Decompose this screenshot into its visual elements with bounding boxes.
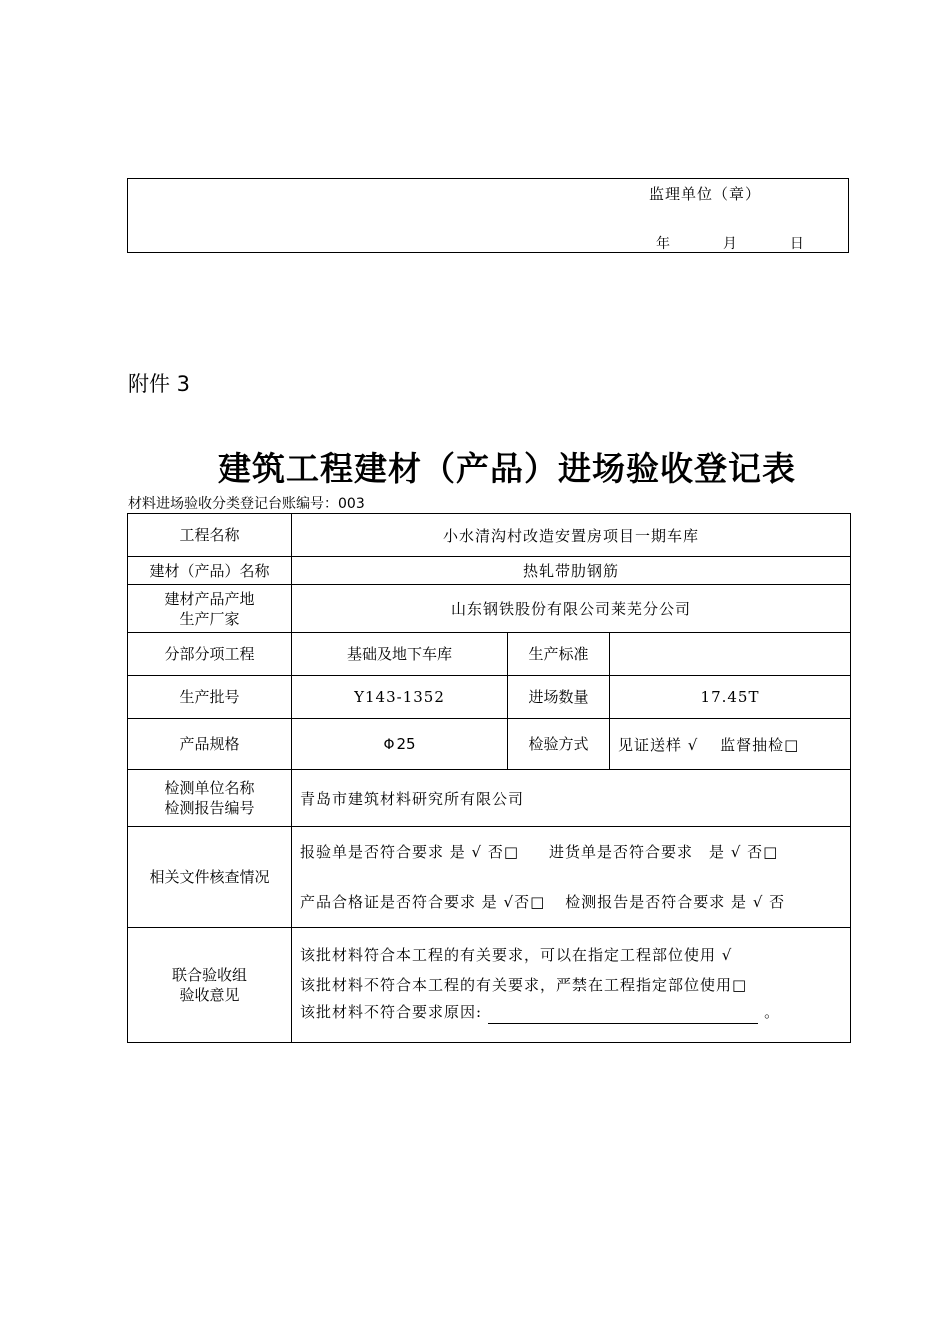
document-title: 建筑工程建材（产品）进场验收登记表 xyxy=(218,449,796,488)
docs-value xyxy=(292,827,851,928)
material-name-value: 热轧带肋钢筋 xyxy=(292,557,851,585)
subproject-label: 分部分项工程 xyxy=(128,633,292,676)
row-material-name xyxy=(128,557,851,585)
day-label: 日 xyxy=(789,236,804,252)
manufacturer-value: 山东钢铁股份有限公司莱芜分公司 xyxy=(292,585,851,633)
opinion-reason-suffix: 。 xyxy=(764,1003,781,1021)
lab-label-line1: 检测单位名称 xyxy=(164,779,255,797)
docs-label: 相关文件核查情况 xyxy=(128,827,292,928)
inspection-label: 检验方式 xyxy=(508,719,610,770)
row-manufacturer xyxy=(128,585,851,633)
opinion-line-2: 该批材料不符合本工程的有关要求，严禁在工程指定部位使用□ xyxy=(300,976,748,994)
opinion-line-3 xyxy=(300,1000,842,1024)
spec-label: 产品规格 xyxy=(128,719,292,770)
spec-value-cell xyxy=(292,719,508,770)
opinion-label xyxy=(128,928,292,1043)
supervision-signature-box xyxy=(127,178,849,253)
row-project-name xyxy=(128,514,851,557)
row-subproject xyxy=(128,633,851,676)
subproject-value: 基础及地下车库 xyxy=(292,633,508,676)
docs-delivery-note: 进货单是否符合要求 是 √ 否□ xyxy=(549,843,779,861)
opinion-label-line1: 联合验收组 xyxy=(171,966,247,984)
origin-label-line2: 生产厂家 xyxy=(179,609,240,628)
docs-test-report: 检测报告是否符合要求 是 √ 否 xyxy=(565,893,786,911)
row-lab xyxy=(128,770,851,827)
ledger-number: 材料进场验收分类登记台账编号：003 xyxy=(128,496,365,512)
row-docs-check xyxy=(128,827,851,928)
quantity-label: 进场数量 xyxy=(508,676,610,719)
docs-certificate: 产品合格证是否符合要求 是 √否□ xyxy=(300,893,546,911)
docs-inspection-form: 报验单是否符合要求 是 √ 否□ xyxy=(300,843,520,861)
lab-value: 青岛市建筑材料研究所有限公司 xyxy=(292,770,851,827)
docs-line-1 xyxy=(300,827,842,877)
standard-label: 生产标准 xyxy=(508,633,610,676)
opinion-label-line2: 验收意见 xyxy=(179,986,240,1004)
lab-label-line2: 检测报告编号 xyxy=(164,799,255,817)
row-spec xyxy=(128,719,851,770)
signature-date xyxy=(656,233,804,253)
quantity-value: 17.45T xyxy=(610,676,851,719)
inspection-value: 见证送样 √ 监督抽检□ xyxy=(610,719,851,770)
attachment-number: 附件 3 xyxy=(128,372,191,396)
docs-line-2 xyxy=(300,877,842,927)
row-batch xyxy=(128,676,851,719)
spec-value: 25 xyxy=(396,734,416,753)
lab-label xyxy=(128,770,292,827)
opinion-value xyxy=(292,928,851,1043)
project-name-value: 小水清沟村改造安置房项目一期车库 xyxy=(292,514,851,557)
supervision-unit-label: 监理单位（章） xyxy=(649,185,762,203)
reason-blank-line xyxy=(488,1009,758,1024)
project-name-label: 工程名称 xyxy=(128,514,292,557)
year-label: 年 xyxy=(656,236,670,252)
opinion-reason-label: 该批材料不符合要求原因: xyxy=(300,1003,483,1021)
batch-label: 生产批号 xyxy=(128,676,292,719)
batch-value: Y143-1352 xyxy=(292,676,508,719)
opinion-line-1: 该批材料符合本工程的有关要求，可以在指定工程部位使用 √ xyxy=(300,946,733,964)
origin-label xyxy=(128,585,292,633)
material-name-label: 建材（产品）名称 xyxy=(128,557,292,585)
row-opinion xyxy=(128,928,851,1043)
origin-label-line1: 建材产品产地 xyxy=(164,589,255,608)
standard-value xyxy=(610,633,851,676)
month-label: 月 xyxy=(722,236,737,252)
rebar-diameter-icon: Φ xyxy=(383,736,395,753)
acceptance-register-table xyxy=(127,513,851,1043)
